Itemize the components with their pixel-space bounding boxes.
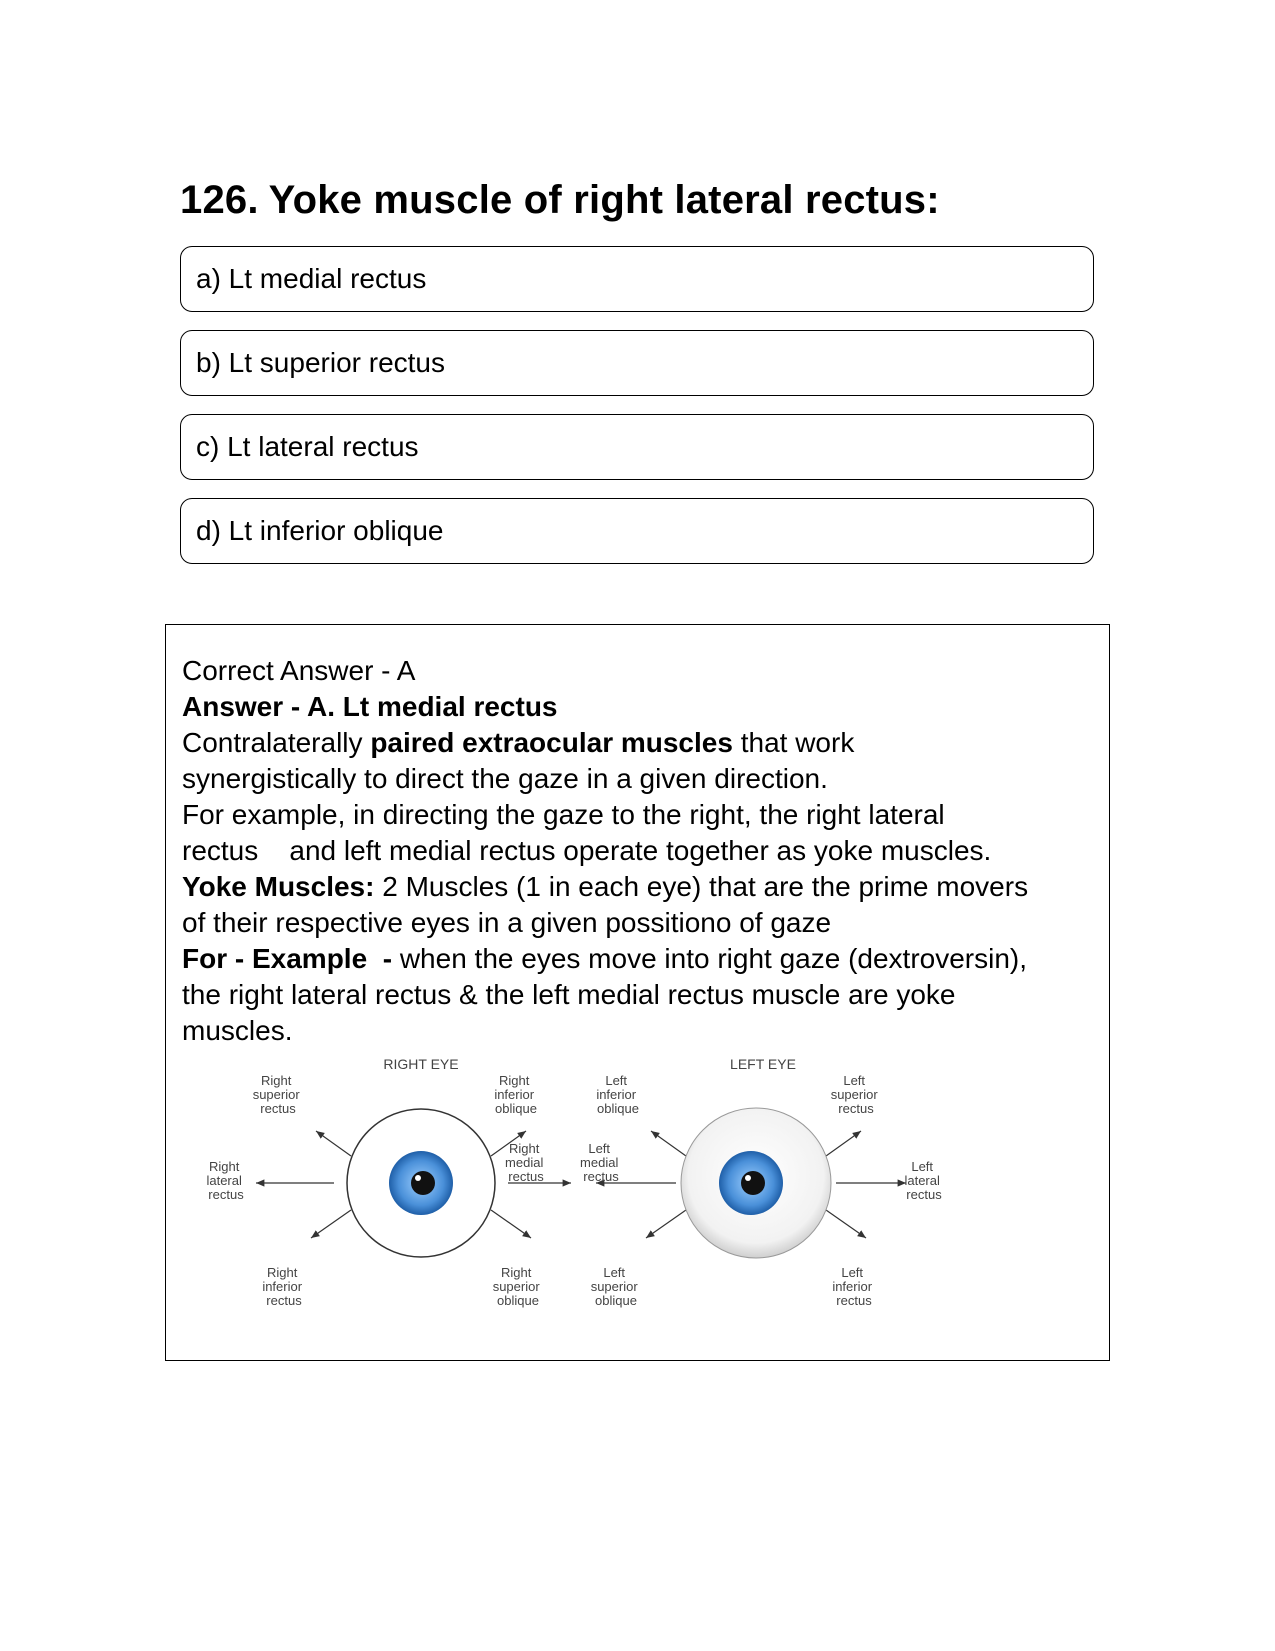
label-right-superior-rectus: Right superior rectus bbox=[252, 1073, 300, 1116]
arrow-right-inferior-rectus bbox=[311, 1210, 351, 1238]
label-left-inferior-rectus: Left inferior rectus bbox=[832, 1265, 873, 1308]
yoke-muscles-diagram bbox=[186, 1053, 966, 1328]
label-left-lateral-rectus: Left lateral rectus bbox=[904, 1159, 942, 1202]
option-a-label: a) Lt medial rectus bbox=[196, 263, 427, 294]
arrow-right-superior-oblique bbox=[491, 1210, 531, 1238]
right-eye-title: RIGHT EYE bbox=[383, 1056, 459, 1072]
label-left-inferior-oblique: Left inferior oblique bbox=[596, 1073, 639, 1116]
paragraph-4-line-3: muscles. bbox=[182, 1015, 293, 1046]
option-a[interactable] bbox=[180, 246, 1094, 312]
option-b-label: b) Lt superior rectus bbox=[196, 347, 445, 378]
left-eye-title: LEFT EYE bbox=[730, 1056, 796, 1072]
paragraph-4-line-1 bbox=[182, 941, 1102, 977]
eye-muscles-svg bbox=[186, 1053, 966, 1323]
label-left-superior-oblique: Left superior oblique bbox=[590, 1265, 638, 1308]
p3-bold: Yoke Muscles: bbox=[182, 871, 375, 902]
arrow-right-superior-rectus bbox=[316, 1131, 351, 1156]
p1-end: that work bbox=[732, 727, 855, 758]
option-c[interactable] bbox=[180, 414, 1094, 480]
answer-explanation-box bbox=[165, 624, 1110, 1361]
question-number: 126. bbox=[180, 178, 259, 222]
paragraph-2-line-2: rectus and left medial rectus operate together as yoke muscles. bbox=[182, 835, 992, 866]
right-pupil bbox=[411, 1171, 435, 1195]
right-pupil-highlight bbox=[415, 1175, 421, 1181]
p1-start: Contralaterally bbox=[182, 727, 371, 758]
paragraph-1-line-1 bbox=[182, 725, 1102, 761]
arrow-left-superior-oblique bbox=[646, 1210, 686, 1238]
left-pupil bbox=[741, 1171, 765, 1195]
paragraph-3-line-1 bbox=[182, 869, 1102, 905]
answer-heading-text: Answer - A. Lt medial rectus bbox=[182, 691, 558, 722]
option-b[interactable] bbox=[180, 330, 1094, 396]
label-right-lateral-rectus: Right lateral rectus bbox=[206, 1159, 244, 1202]
label-right-superior-oblique: Right superior oblique bbox=[492, 1265, 540, 1308]
arrow-left-superior-rectus bbox=[826, 1131, 861, 1156]
paragraph-1-line-2: synergistically to direct the gaze in a given direction. bbox=[182, 763, 828, 794]
p4-end: when the eyes move into right gaze (dextroversin), bbox=[392, 943, 1028, 974]
label-right-inferior-rectus: Right inferior rectus bbox=[262, 1265, 303, 1308]
question-text: Yoke muscle of right lateral rectus: bbox=[268, 178, 940, 222]
arrow-left-inferior-rectus bbox=[826, 1210, 866, 1238]
p4-bold: For - Example - bbox=[182, 943, 393, 974]
paragraph-3-line-2: of their respective eyes in a given possitiono of gaze bbox=[182, 907, 832, 938]
label-left-superior-rectus: Left superior rectus bbox=[830, 1073, 878, 1116]
left-eye bbox=[596, 1108, 906, 1258]
paragraph-2-line-1: For example, in directing the gaze to the right, the right lateral bbox=[182, 799, 945, 830]
arrow-left-inferior-oblique bbox=[651, 1131, 686, 1156]
correct-answer-line: Correct Answer - A bbox=[182, 655, 416, 686]
label-left-medial-rectus: Left medial rectus bbox=[580, 1141, 619, 1184]
question-title bbox=[180, 178, 940, 223]
option-d-label: d) Lt inferior oblique bbox=[196, 515, 444, 546]
left-pupil-highlight bbox=[745, 1175, 751, 1181]
option-d[interactable] bbox=[180, 498, 1094, 564]
option-c-label: c) Lt lateral rectus bbox=[196, 431, 419, 462]
label-right-medial-rectus: Right medial rectus bbox=[505, 1141, 544, 1184]
paragraph-4-line-2: the right lateral rectus & the left medial rectus muscle are yoke bbox=[182, 979, 956, 1010]
answer-text bbox=[182, 653, 1102, 1049]
p3-end: 2 Muscles (1 in each eye) that are the prime movers bbox=[374, 871, 1029, 902]
answer-heading bbox=[182, 689, 1102, 725]
p1-bold: paired extraocular muscles bbox=[370, 727, 733, 758]
label-right-inferior-oblique: Right inferior oblique bbox=[494, 1073, 537, 1116]
